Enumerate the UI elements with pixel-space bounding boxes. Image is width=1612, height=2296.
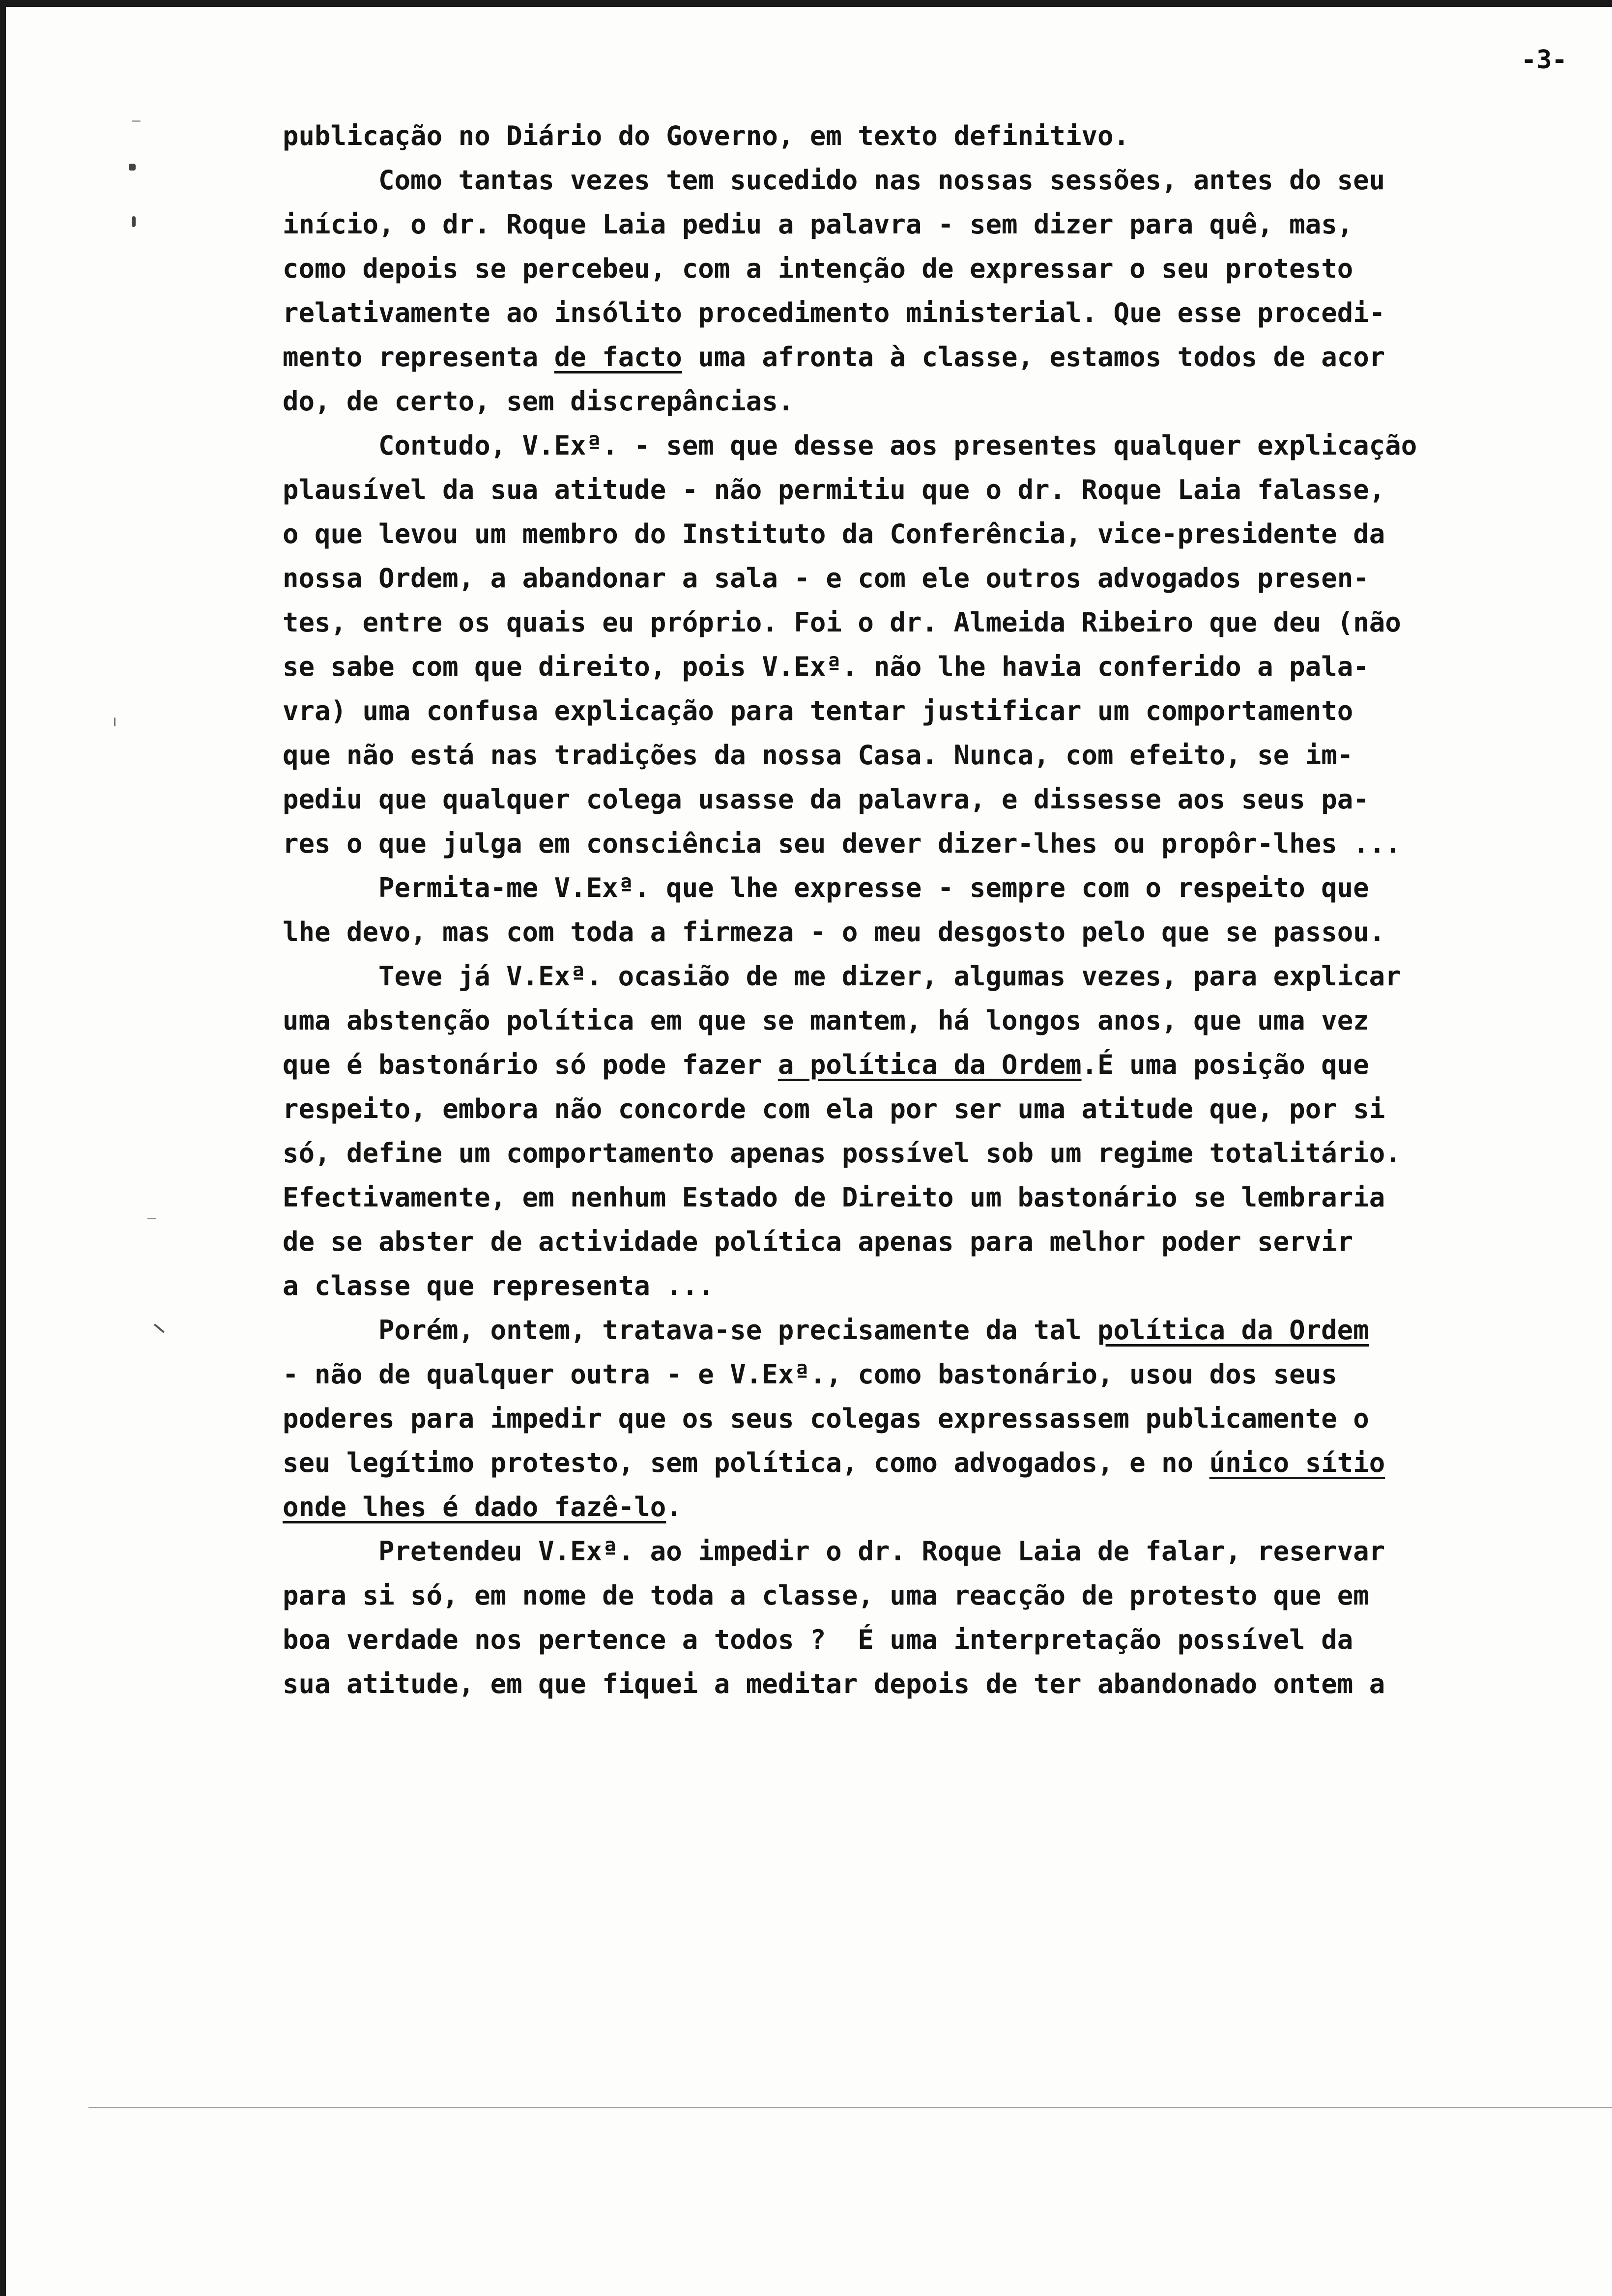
- text-run: sua atitude, em que fiquei a meditar depois de ter abandonado ontem a: [283, 1668, 1385, 1699]
- text-line: [283, 1043, 1612, 1087]
- text-line: [283, 866, 1612, 910]
- scan-border-left: [0, 0, 6, 2296]
- text-run: do, de certo, sem discrepâncias.: [283, 386, 794, 417]
- text-run: publicação no Diário do Governo, em texto definitivo.: [283, 120, 1130, 151]
- scan-border-top: [0, 0, 1612, 7]
- text-run: relativamente ao insólito procedimento ministerial. Que esse procedi-: [283, 297, 1385, 328]
- text-line: [283, 822, 1612, 866]
- text-line: [283, 1176, 1612, 1220]
- text-run: .: [666, 1492, 682, 1522]
- text-run: o que levou um membro do Instituto da Conferência, vice-presidente da: [283, 518, 1385, 549]
- text-run: res o que julga em consciência seu dever dizer-lhes ou propôr-lhes ...: [283, 828, 1401, 859]
- text-run: Porém, ontem, tratava-se precisamente da tal: [378, 1315, 1097, 1346]
- underlined-phrase: a política da Ordem: [777, 1049, 1082, 1080]
- text-run: Como tantas vezes tem sucedido nas nossas sessões, antes do seu: [378, 165, 1385, 196]
- text-run: Teve já V.Exª. ocasião de me dizer, algumas vezes, para explicar: [378, 961, 1401, 992]
- text-line: [283, 202, 1612, 247]
- text-line: [283, 158, 1612, 202]
- text-run: respeito, embora não concorde com ela por ser uma atitude que, por si: [283, 1093, 1385, 1124]
- text-run: tes, entre os quais eu próprio. Foi o dr. Almeida Ribeiro que deu (não: [283, 607, 1401, 638]
- text-run: Contudo, V.Exª. - sem que desse aos presentes qualquer explicação: [378, 430, 1417, 461]
- text-line: [283, 1397, 1612, 1441]
- text-line: [283, 645, 1612, 689]
- text-run: poderes para impedir que os seus colegas expressassem publicamente o: [283, 1403, 1369, 1434]
- text-run: pediu que qualquer colega usasse da palavra, e dissesse aos seus pa-: [283, 784, 1369, 815]
- footer-rule: [88, 2107, 1612, 2108]
- margin-mark: [132, 120, 141, 122]
- text-run: a classe que representa ...: [283, 1270, 714, 1301]
- text-run: Pretendeu V.Exª. ao impedir o dr. Roque Laia de falar, reservar: [378, 1536, 1385, 1567]
- text-line: [283, 777, 1612, 822]
- underlined-phrase: de facto: [554, 342, 682, 373]
- text-run: nossa Ordem, a abandonar a sala - e com ele outros advogados presen-: [283, 563, 1369, 594]
- text-line: [283, 601, 1612, 645]
- text-line: [283, 291, 1612, 335]
- text-line: [283, 1662, 1612, 1706]
- text-run: só, define um comportamento apenas possível sob um regime totalitário.: [283, 1138, 1401, 1169]
- text-line: [283, 1441, 1612, 1485]
- text-line: [283, 512, 1612, 556]
- letter-body: [283, 114, 1612, 1706]
- text-line: [283, 999, 1612, 1043]
- text-line: [283, 1131, 1612, 1176]
- text-run: uma abstenção política em que se mantem, há longos anos, que uma vez: [283, 1005, 1369, 1036]
- text-run: uma afronta à classe, estamos todos de acor: [682, 342, 1385, 373]
- text-run: que não está nas tradições da nossa Casa. Nunca, com efeito, se im-: [283, 740, 1353, 771]
- margin-mark: [129, 164, 136, 171]
- text-line: [283, 1352, 1612, 1397]
- text-line: [283, 954, 1612, 999]
- text-line: [283, 468, 1612, 512]
- margin-mark: [132, 216, 136, 227]
- text-line: [283, 424, 1612, 468]
- text-line: [283, 910, 1612, 954]
- underlined-phrase: onde lhes é dado fazê-lo: [283, 1492, 666, 1522]
- text-run: seu legítimo protesto, sem política, como advogados, e no: [283, 1447, 1209, 1478]
- text-run: vra) uma confusa explicação para tentar justificar um comportamento: [283, 695, 1353, 726]
- page-number: -3-: [1521, 45, 1567, 75]
- text-run: de se abster de actividade política apenas para melhor poder servir: [283, 1226, 1353, 1257]
- margin-mark: [147, 1218, 156, 1219]
- text-line: [283, 335, 1612, 379]
- text-line: [283, 247, 1612, 291]
- underlined-phrase: único sítio: [1209, 1447, 1385, 1478]
- text-run: boa verdade nos pertence a todos ? É uma interpretação possível da: [283, 1624, 1353, 1655]
- text-line: [283, 114, 1612, 158]
- text-run: Efectivamente, em nenhum Estado de Direito um bastonário se lembraria: [283, 1182, 1385, 1213]
- text-line: [283, 1087, 1612, 1131]
- text-line: [283, 1220, 1612, 1264]
- text-run: - não de qualquer outra - e V.Exª., como bastonário, usou dos seus: [283, 1359, 1337, 1390]
- text-line: [283, 689, 1612, 733]
- text-run: .É uma posição que: [1081, 1049, 1369, 1080]
- text-run: início, o dr. Roque Laia pediu a palavra - sem dizer para quê, mas,: [283, 209, 1353, 240]
- underlined-phrase: política da Ordem: [1097, 1315, 1369, 1346]
- text-run: mento representa: [283, 342, 554, 373]
- text-run: como depois se percebeu, com a intenção de expressar o seu protesto: [283, 253, 1353, 284]
- text-run: lhe devo, mas com toda a firmeza - o meu desgosto pelo que se passou.: [283, 917, 1385, 947]
- text-line: [283, 1485, 1612, 1529]
- text-run: se sabe com que direito, pois V.Exª. não lhe havia conferido a pala-: [283, 651, 1369, 682]
- text-line: [283, 556, 1612, 601]
- text-line: [283, 1574, 1612, 1618]
- text-line: [283, 733, 1612, 777]
- margin-mark: [154, 1323, 165, 1333]
- text-line: [283, 1264, 1612, 1308]
- text-run: plausível da sua atitude - não permitiu que o dr. Roque Laia falasse,: [283, 474, 1385, 505]
- text-run: para si só, em nome de toda a classe, uma reacção de protesto que em: [283, 1580, 1369, 1611]
- text-run: Permita-me V.Exª. que lhe expresse - sempre com o respeito que: [378, 872, 1369, 903]
- text-line: [283, 379, 1612, 424]
- text-line: [283, 1308, 1612, 1352]
- text-line: [283, 1618, 1612, 1662]
- text-line: [283, 1529, 1612, 1574]
- margin-mark: [114, 718, 115, 726]
- text-run: que é bastonário só pode fazer: [283, 1049, 778, 1080]
